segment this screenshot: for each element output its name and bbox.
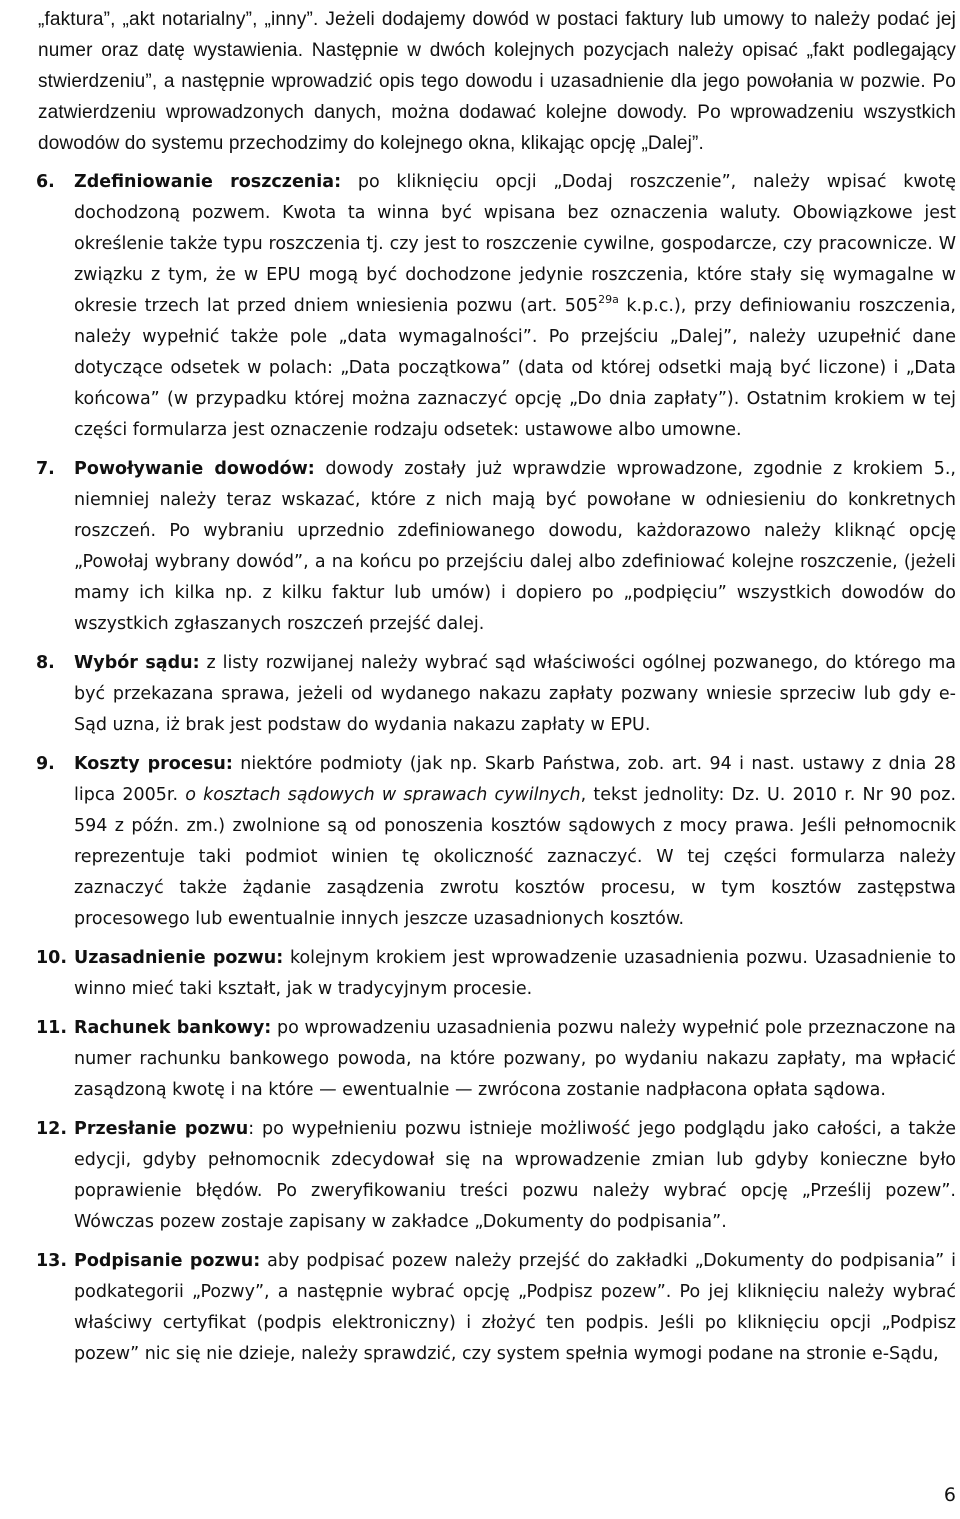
item-text: dowody zostały już wprawdzie wprowadzone, zgodnie z krokiem 5., niemniej należy teraz wskazać, które z nich mają być powołane w odniesieniu do konkretnych roszczeń. Po wybraniu uprzednio zdefiniowanego dowodu, każdorazowo należy kliknąć opcję „Powołaj wybrany dowód”, a na końcu po przejściu dalej albo zdefiniować kolejne roszczenie, (jeżeli mamy ich kilka np. z kilku faktur lub umów) i dopiero po „podpięciu” wszystkich dowodów do wszystkich zgłaszanych roszczeń przejść dalej. <box>74 459 956 634</box>
item-text: po wprowadzeniu uzasadnienia pozwu należy wypełnić pole przeznaczone na numer rachunku bankowego powoda, na które pozwany, po wydaniu nakazu zapłaty, ma wpłacić zasądzoną kwotę i na które — ewentualnie — zwrócona zostanie nadpłacona opłata sądowa. <box>74 1018 956 1100</box>
item-title: Powoływanie dowodów: <box>74 459 315 479</box>
item-title: Zdefiniowanie roszczenia: <box>74 172 342 192</box>
list-item-8 <box>36 648 956 741</box>
item-number: 7. <box>36 459 55 479</box>
item-text: po kliknięciu opcji „Dodaj roszczenie”, należy wpisać kwotę dochodzoną pozwem. Kwota ta winna być wpisana bez oznaczenia waluty. Obowiązkowe jest określenie także typu roszczenia tj. czy jest to roszczenie cywilne, gospodarcze, czy pracownicze. W związku z tym, że w EPU mogą być dochodzone jedynie roszczenia, które stały się wymagalne w okresie trzech lat przed dniem wniesienia pozwu (art. 505 <box>74 172 956 316</box>
item-title: Koszty procesu: <box>74 754 233 774</box>
item-number: 9. <box>36 754 55 774</box>
item-body <box>74 167 956 446</box>
item-number: 8. <box>36 653 55 673</box>
list-item-12 <box>36 1114 956 1238</box>
intro-paragraph: „faktura”, „akt notarialny”, „inny”. Jeżeli dodajemy dowód w postaci faktury lub umowy to należy podać jej numer oraz datę wystawienia. Następnie w dwóch kolejnych pozycjach należy opisać „fakt podlegający stwierdzeniu”, a następnie wprowadzić opis tego dowodu i uzasadnienie dla jego powołania w pozwie. Po zatwierdzeniu wprowadzonych danych, można dodawać kolejne dowody. Po wprowadzeniu wszystkich dowodów do systemu przechodzimy do kolejnego okna, klikając opcję „Dalej”. <box>38 9 956 154</box>
item-title: Uzasadnienie pozwu: <box>74 948 284 968</box>
item-body <box>74 943 956 1005</box>
item-number: 12. <box>36 1119 68 1139</box>
item-body <box>74 1013 956 1106</box>
list-item-7 <box>36 454 956 640</box>
list-item-9 <box>36 749 956 935</box>
item-number: 6. <box>36 172 55 192</box>
item-body <box>74 454 956 640</box>
item-text: niektóre podmioty (jak np. Skarb Państwa, zob. art. 94 i nast. ustawy z dnia 28 lipca 2005r. <box>74 754 956 805</box>
item-number: 10. <box>36 948 68 968</box>
item-text: kolejnym krokiem jest wprowadzenie uzasadnienia pozwu. Uzasadnienie to winno mieć taki kształt, jak w tradycyjnym procesie. <box>74 948 956 999</box>
list-item-6 <box>36 167 956 446</box>
item-text: z listy rozwijanej należy wybrać sąd właściwości ogólnej pozwanego, do którego ma być przekazana sprawa, jeżeli od wydanego nakazu zapłaty pozwany wniesie sprzeciw lub gdy e-Sąd uzna, iż brak jest podstaw do wydania nakazu zapłaty w EPU. <box>74 653 956 735</box>
list-item-13 <box>36 1246 956 1370</box>
item-title: Przesłanie pozwu <box>74 1119 249 1139</box>
list-item-10 <box>36 943 956 1005</box>
item-number: 11. <box>36 1018 68 1038</box>
item-body <box>74 1246 956 1370</box>
item-body <box>74 648 956 741</box>
item-text: : po wypełnieniu pozwu istnieje możliwość jego podglądu jako całości, a także edycji, gdyby pełnomocnik zdecydował się na wprowadzenie zmian lub gdyby konieczne było poprawienie błędów. Po zweryfikowaniu treści pozwu należy wybrać opcję „Prześlij pozew”. Wówczas pozew zostaje zapisany w zakładce „Dokumenty do podpisania”. <box>74 1119 956 1232</box>
item-title: Podpisanie pozwu: <box>74 1251 261 1271</box>
item-body <box>74 1114 956 1238</box>
item-title: Rachunek bankowy: <box>74 1018 272 1038</box>
item-text-cont: k.p.c.), przy definiowaniu roszczenia, należy wypełnić także pole „data wymagalności”. Po przejściu „Dalej”, należy uzupełnić dane dotyczące odsetek w polach: „Data początkowa” (data od której odsetki mają być liczone) i „Data końcowa” (w przypadku której można zaznaczyć opcję „Do dnia zapłaty”). Ostatnim krokiem w tej części formularza jest oznaczenie rodzaju odsetek: ustawowe albo umowne. <box>74 296 956 440</box>
superscript: 29a <box>598 293 619 306</box>
item-title: Wybór sądu: <box>74 653 200 673</box>
page-number: 6 <box>943 1484 956 1506</box>
item-text-cont: , tekst jednolity: Dz. U. 2010 r. Nr 90 poz. 594 z późn. zm.) zwolnione są od ponoszenia kosztów sądowych z mocy prawa. Jeśli pełnomocnik reprezentuje taki podmiot winien tę okoliczność zaznaczyć. W tej części formularza należy zaznaczyć także żądanie zasądzenia zwrotu kosztów procesu, w tym kosztów zastępstwa procesowego lub ewentualnie innych jeszcze uzasadnionych kosztów. <box>74 785 957 929</box>
item-body <box>74 749 956 935</box>
italic-act-title: o kosztach sądowych w sprawach cywilnych <box>185 785 581 805</box>
list-item-11 <box>36 1013 956 1106</box>
document-page <box>36 4 956 1370</box>
item-number: 13. <box>36 1251 68 1271</box>
item-text: aby podpisać pozew należy przejść do zakładki „Dokumenty do podpisania” i podkategorii „Pozwy”, a następnie wybrać opcję „Podpisz pozew”. Po jej kliknięciu należy wybrać właściwy certyfikat (podpis elektroniczny) i złożyć ten podpis. Jeśli po kliknięciu opcji „Podpisz pozew” nic się nie dzieje, należy sprawdzić, czy system spełnia wymogi podane na stronie e-Sądu, <box>74 1251 957 1364</box>
